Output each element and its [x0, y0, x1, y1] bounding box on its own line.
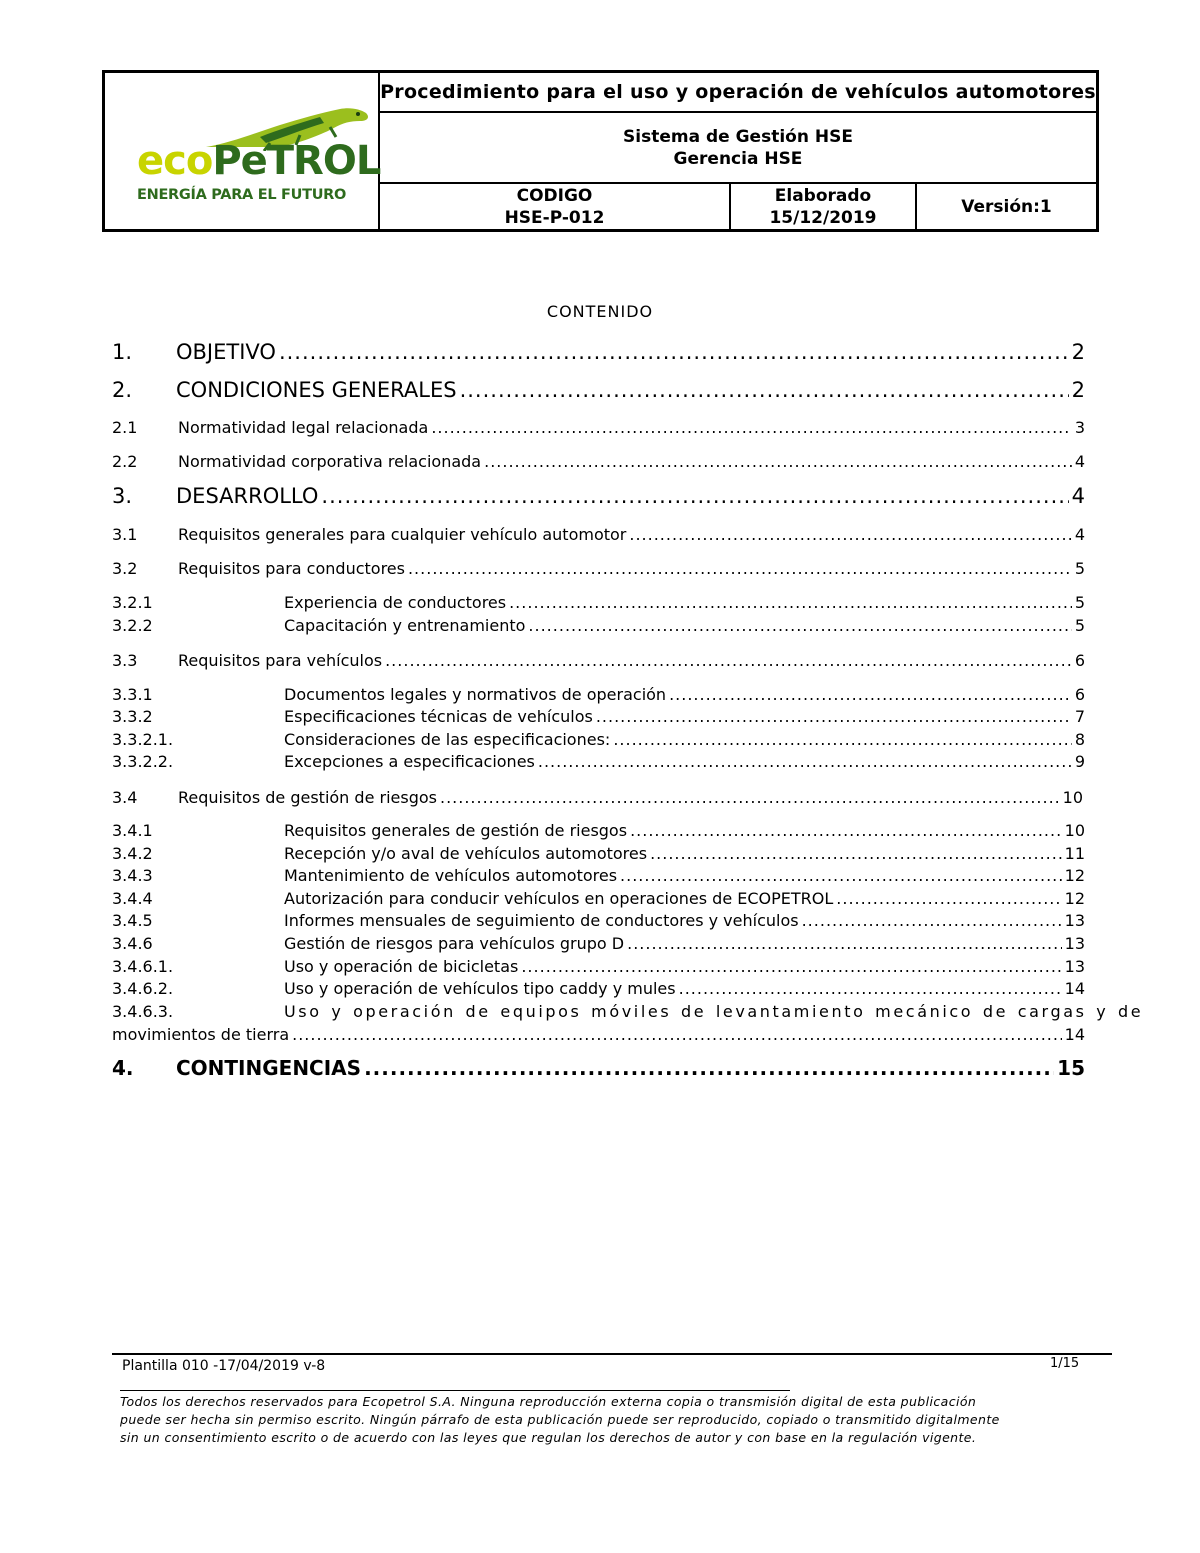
toc-label: Requisitos generales de gestión de riesgos [284, 821, 628, 840]
toc-number: 3.3.2 [112, 707, 153, 726]
toc-label: Recepción y/o aval de vehículos automotores [284, 844, 648, 863]
toc-entry[interactable] [112, 934, 1085, 953]
toc-number: 3.4.6.1. [112, 957, 174, 976]
toc-leader [679, 979, 1062, 998]
elaborated-cell [731, 184, 917, 229]
toc-entry[interactable] [112, 752, 1085, 771]
toc-number: 2.2 [112, 452, 138, 471]
toc-page: 10 [1064, 821, 1085, 840]
toc-number: 3.2 [112, 559, 138, 578]
toc-number: 3.4.6 [112, 934, 153, 953]
toc-page: 6 [1074, 651, 1085, 670]
toc-label: Mantenimiento de vehículos automotores [284, 866, 618, 885]
toc-page: 12 [1064, 889, 1085, 908]
toc-label: Uso y operación de bicicletas [284, 957, 519, 976]
toc-leader [650, 844, 1062, 863]
toc-page: 2 [1071, 340, 1085, 364]
code-cell [380, 184, 731, 229]
toc-label: Informes mensuales de seguimiento de conductores y vehículos [284, 911, 799, 930]
toc-page: 13 [1064, 934, 1085, 953]
toc-page: 4 [1074, 525, 1085, 544]
toc-leader [364, 1056, 1054, 1080]
elaborated-label: Elaborado [774, 185, 872, 206]
toc-leader [321, 484, 1068, 508]
toc-label: Excepciones a especificaciones [284, 752, 535, 771]
management-name: Gerencia HSE [673, 148, 803, 169]
system-name: Sistema de Gestión HSE [623, 126, 853, 147]
toc-page: 11 [1064, 844, 1085, 863]
document-title: Procedimiento para el uso y operación de vehículos automotores [380, 73, 1096, 113]
toc-page: 5 [1074, 559, 1085, 578]
toc-leader [528, 616, 1071, 635]
toc-label: Especificaciones técnicas de vehículos [284, 707, 593, 726]
toc-page: 5 [1074, 593, 1085, 612]
toc-label: Uso y operación de equipos móviles de levantamiento mecánico de cargas y de [284, 1002, 1144, 1021]
toc-leader [629, 525, 1071, 544]
toc-entry[interactable] [112, 651, 1085, 670]
toc-label-continuation: movimientos de tierra [112, 1025, 290, 1044]
toc-entry[interactable] [112, 866, 1085, 885]
toc-entry-wrapped[interactable] [112, 1002, 1144, 1021]
toc-page: 10 [1062, 788, 1083, 807]
code-value: HSE-P-012 [504, 207, 605, 228]
toc-number: 3.3.1 [112, 685, 153, 704]
toc-page: 14 [1064, 1025, 1085, 1044]
toc-leader [460, 378, 1069, 402]
toc-entry[interactable] [112, 559, 1085, 578]
toc-entry-continuation[interactable] [112, 1025, 1085, 1044]
toc-label: Autorización para conducir vehículos en operaciones de ECOPETROL [284, 889, 834, 908]
toc-label: DESARROLLO [176, 484, 319, 508]
toc-number: 3.4.5 [112, 911, 153, 930]
footer-page-number: 1/15 [1050, 1356, 1080, 1371]
toc-page: 8 [1074, 730, 1085, 749]
toc-entry[interactable] [112, 525, 1085, 544]
footer-legal-notice: Todos los derechos reservados para Ecopetrol S.A. Ninguna reproducción externa copia o transmisión digital de esta publicación puede ser hecha sin permiso escrito. Ningún párrafo de esta publicación puede ser reproducido, copiado o transmitido digitalmente sin un consentimiento escrito o de acuerdo con las leyes que regulan los derechos de autor y con base en la regulación vigente. [120, 1394, 1000, 1445]
toc-page: 12 [1064, 866, 1085, 885]
toc-page: 4 [1074, 452, 1085, 471]
toc-label: Capacitación y entrenamiento [284, 616, 526, 635]
toc-entry[interactable] [112, 788, 1083, 807]
toc-number: 3.4.6.3. [112, 1002, 174, 1021]
footer-divider [112, 1353, 1112, 1355]
logo-slogan: ENERGÍA PARA EL FUTURO [137, 187, 347, 203]
toc-label: Consideraciones de las especificaciones: [284, 730, 611, 749]
toc-label: Uso y operación de vehículos tipo caddy y mules [284, 979, 676, 998]
toc-entry[interactable] [112, 889, 1085, 908]
toc-number: 3.2.1 [112, 593, 153, 612]
toc-label: Requisitos generales para cualquier vehículo automotor [178, 525, 627, 544]
toc-page: 2 [1071, 378, 1085, 402]
toc-entry[interactable] [112, 616, 1085, 635]
toc-leader [408, 559, 1072, 578]
management-system [380, 113, 1096, 184]
toc-number: 3.4.6.2. [112, 979, 174, 998]
toc-label: Requisitos para conductores [178, 559, 405, 578]
toc-number: 3. [112, 484, 133, 508]
toc-leader [620, 866, 1062, 885]
toc-number: 2.1 [112, 418, 138, 437]
toc-leader [596, 707, 1072, 726]
toc-entry[interactable] [112, 378, 1085, 402]
toc-entry[interactable] [112, 340, 1085, 364]
toc-entry[interactable] [112, 730, 1085, 749]
toc-number: 3.1 [112, 525, 138, 544]
toc-leader [630, 821, 1062, 840]
footer-template: Plantilla 010 -17/04/2019 v-8 [122, 1358, 326, 1374]
toc-entry[interactable] [112, 685, 1085, 704]
toc-leader [279, 340, 1069, 364]
toc-entry[interactable] [112, 911, 1085, 930]
toc-number: 3.3.2.1. [112, 730, 174, 749]
toc-label: Documentos legales y normativos de operación [284, 685, 667, 704]
toc-entry[interactable] [112, 844, 1085, 863]
toc-number: 3.4.3 [112, 866, 153, 885]
toc-page: 15 [1057, 1056, 1085, 1080]
toc-label: Requisitos para vehículos [178, 651, 383, 670]
toc-page: 13 [1064, 957, 1085, 976]
toc-number: 3.4.2 [112, 844, 153, 863]
toc-number: 4. [112, 1056, 134, 1080]
toc-entry[interactable] [112, 821, 1085, 840]
toc-entry[interactable] [112, 484, 1085, 508]
toc-entry[interactable] [112, 979, 1085, 998]
toc-number: 2. [112, 378, 133, 402]
code-label: CODIGO [516, 185, 593, 206]
toc-number: 3.4 [112, 788, 138, 807]
version-cell [917, 184, 1096, 229]
toc-label: Experiencia de conductores [284, 593, 507, 612]
toc-number: 3.3 [112, 651, 138, 670]
toc-page: 7 [1074, 707, 1085, 726]
toc-entry[interactable] [112, 418, 1085, 437]
toc-label: CONDICIONES GENERALES [176, 378, 457, 402]
toc-page: 3 [1074, 418, 1085, 437]
toc-number: 3.3.2.2. [112, 752, 174, 771]
toc-leader [538, 752, 1072, 771]
toc-leader [431, 418, 1071, 437]
toc-page: 4 [1071, 484, 1085, 508]
elaborated-date: 15/12/2019 [769, 207, 877, 228]
toc-leader [440, 788, 1060, 807]
toc-leader [509, 593, 1072, 612]
toc-number: 1. [112, 340, 133, 364]
footer-legal-divider [120, 1390, 790, 1391]
toc-page: 13 [1064, 911, 1085, 930]
toc-page: 9 [1074, 752, 1085, 771]
toc-entry[interactable] [112, 707, 1085, 726]
toc-label: Normatividad corporativa relacionada [178, 452, 482, 471]
toc-page: 6 [1074, 685, 1085, 704]
toc-label: Normatividad legal relacionada [178, 418, 429, 437]
toc-leader [627, 934, 1062, 953]
toc-leader [613, 730, 1072, 749]
toc-page: 5 [1074, 616, 1085, 635]
toc-leader [669, 685, 1072, 704]
toc-number: 3.4.1 [112, 821, 153, 840]
toc-leader [802, 911, 1062, 930]
toc-page: 14 [1064, 979, 1085, 998]
toc-number: 3.4.4 [112, 889, 153, 908]
toc-label: CONTINGENCIAS [176, 1056, 362, 1080]
logo-wordmark: ecoPeTROL [137, 138, 381, 184]
version-label: Versión:1 [961, 196, 1052, 217]
toc-leader [292, 1025, 1062, 1044]
toc-label: OBJETIVO [176, 340, 276, 364]
toc-entry[interactable] [112, 452, 1085, 471]
toc-leader [521, 957, 1061, 976]
toc-entry[interactable] [112, 1056, 1085, 1080]
toc-leader [385, 651, 1072, 670]
contents-heading: CONTENIDO [546, 302, 654, 321]
toc-leader [836, 889, 1061, 908]
document-header [102, 70, 1099, 232]
logo-cell [105, 73, 380, 229]
toc-label: Requisitos de gestión de riesgos [178, 788, 437, 807]
toc-leader [484, 452, 1072, 471]
toc-label: Gestión de riesgos para vehículos grupo D [284, 934, 625, 953]
toc-number: 3.2.2 [112, 616, 153, 635]
toc-entry[interactable] [112, 593, 1085, 612]
toc-entry[interactable] [112, 957, 1085, 976]
